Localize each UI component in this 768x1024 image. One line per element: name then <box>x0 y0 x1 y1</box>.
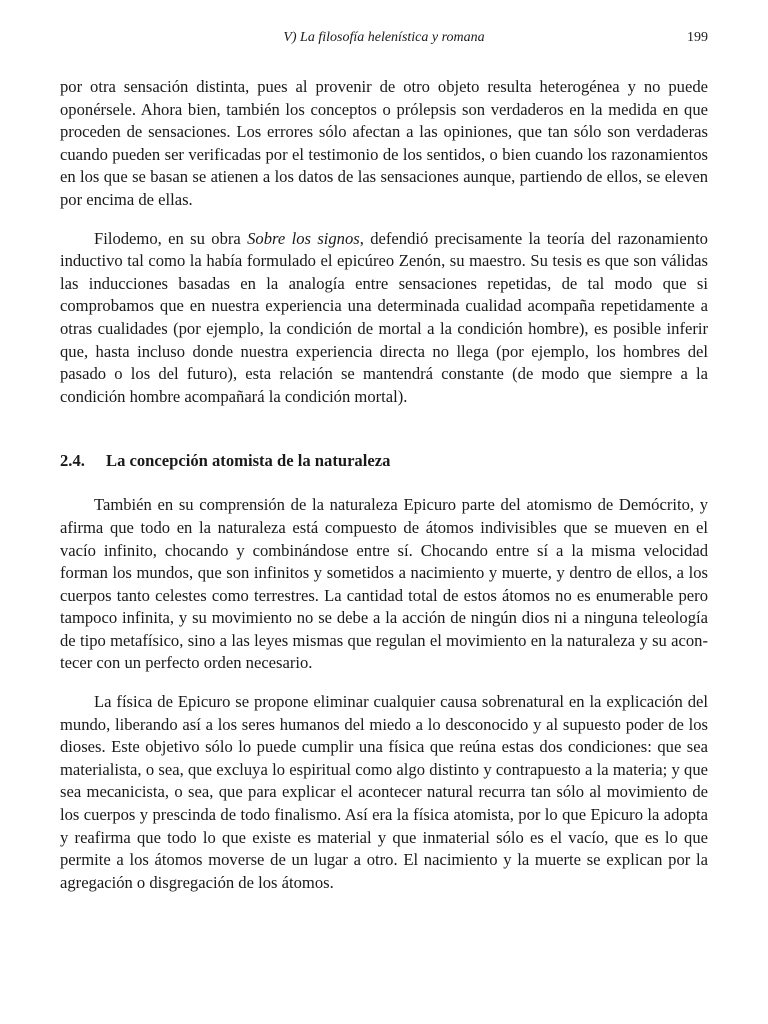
page-number: 199 <box>687 30 708 45</box>
section-number: 2.4. <box>60 451 85 471</box>
section-title: La concepción atomista de la naturaleza <box>106 451 391 471</box>
running-header <box>60 30 708 50</box>
running-title: V) La filosofía helenística y romana <box>283 30 485 45</box>
paragraph-physics: La física de Epicuro se propone eliminar cualquier causa sobrenatural en la explicación del mundo, liberando así a los seres humanos del miedo a lo desconocido y al supuesto poder de los dioses. Este objetivo sólo lo puede cumplir una física que reúna estas dos condiciones: que sea materialista, o sea, que excluya lo espiritual como algo distinto y contrapuesto a la materia; y que sea mecanicista, o sea, que para explicar el acontecer natural recurra tan sólo al movimiento de los cuerpos y prescinda de todo finalismo. Así era la física atomista, por lo que Epicuro la adopta y reafirma que todo lo que existe es material y que inmaterial sólo es el vacío, que es lo que permite a los átomos moverse de un lugar a otro. El nacimiento y la muerte se explican por la agregación o disgregación de los átomos. <box>60 692 708 892</box>
paragraph-text: , defendió precisamente la teoría del razonamiento inductivo tal como la había formulado el epicúreo Zenón, su maestro. Su tesis es que son válidas las inducciones basadas en la analogía entre sensaciones repetidas, de tal modo que si comprobamos que en nuestra experiencia una determinada cualidad acompaña repetidamente a otras cualidades (por ejemplo, la condición de mortal a la condición hombre), es posible inferir que, hasta incluso donde nuestra experiencia directa no llega (por ejemplo, los hombres del pasado o los del futuro), esta relación se mantendrá constante (de modo que siempre a la condición hombre acompañará la condición mortal). <box>60 228 708 406</box>
paragraph-filodemo <box>60 228 708 409</box>
section-heading <box>60 450 708 472</box>
paragraph-atomism: También en su comprensión de la naturaleza Epicuro parte del atomismo de Demócrito, y afirma que todo en la naturaleza está compuesto de átomos indivisibles que se mueven en el vacío infinito, chocando y combinándose entre sí. Chocando entre sí a la misma velocidad forman los mundos, que son infinitos y sometidos a nacimiento y muerte, y dentro de ellos, a los cuerpos tanto celestes como terrestres. La cantidad total de estos átomos no es enumerable pero tampoco infinita, y su movimiento no se debe a la acción de ningún dios ni a ninguna teleología de tipo metafísico, sino a las leyes mismas que regulan el movimiento en la naturaleza y su acontecer con un perfecto orden necesario. <box>60 495 708 673</box>
work-title: Sobre los signos <box>247 228 360 248</box>
book-page <box>60 0 708 1024</box>
paragraph-continuation: por otra sensación distinta, pues al provenir de otro objeto resulta heterogénea y no puede oponérsele. Ahora bien, también los conceptos o prólepsis son verdaderos en la medida en que proceden de sensaciones. Los errores sólo afectan a las opiniones, que tan sólo son verdaderas cuando pueden ser verificadas por el testimonio de los sentidos, o bien cuando los razonamientos en los que se basan se atienen a los datos de las sensaciones aunque, partiendo de ellos, se eleven por encima de ellas. <box>60 77 708 209</box>
body-text <box>60 76 708 894</box>
paragraph-text: Filodemo, en su obra <box>94 228 248 248</box>
